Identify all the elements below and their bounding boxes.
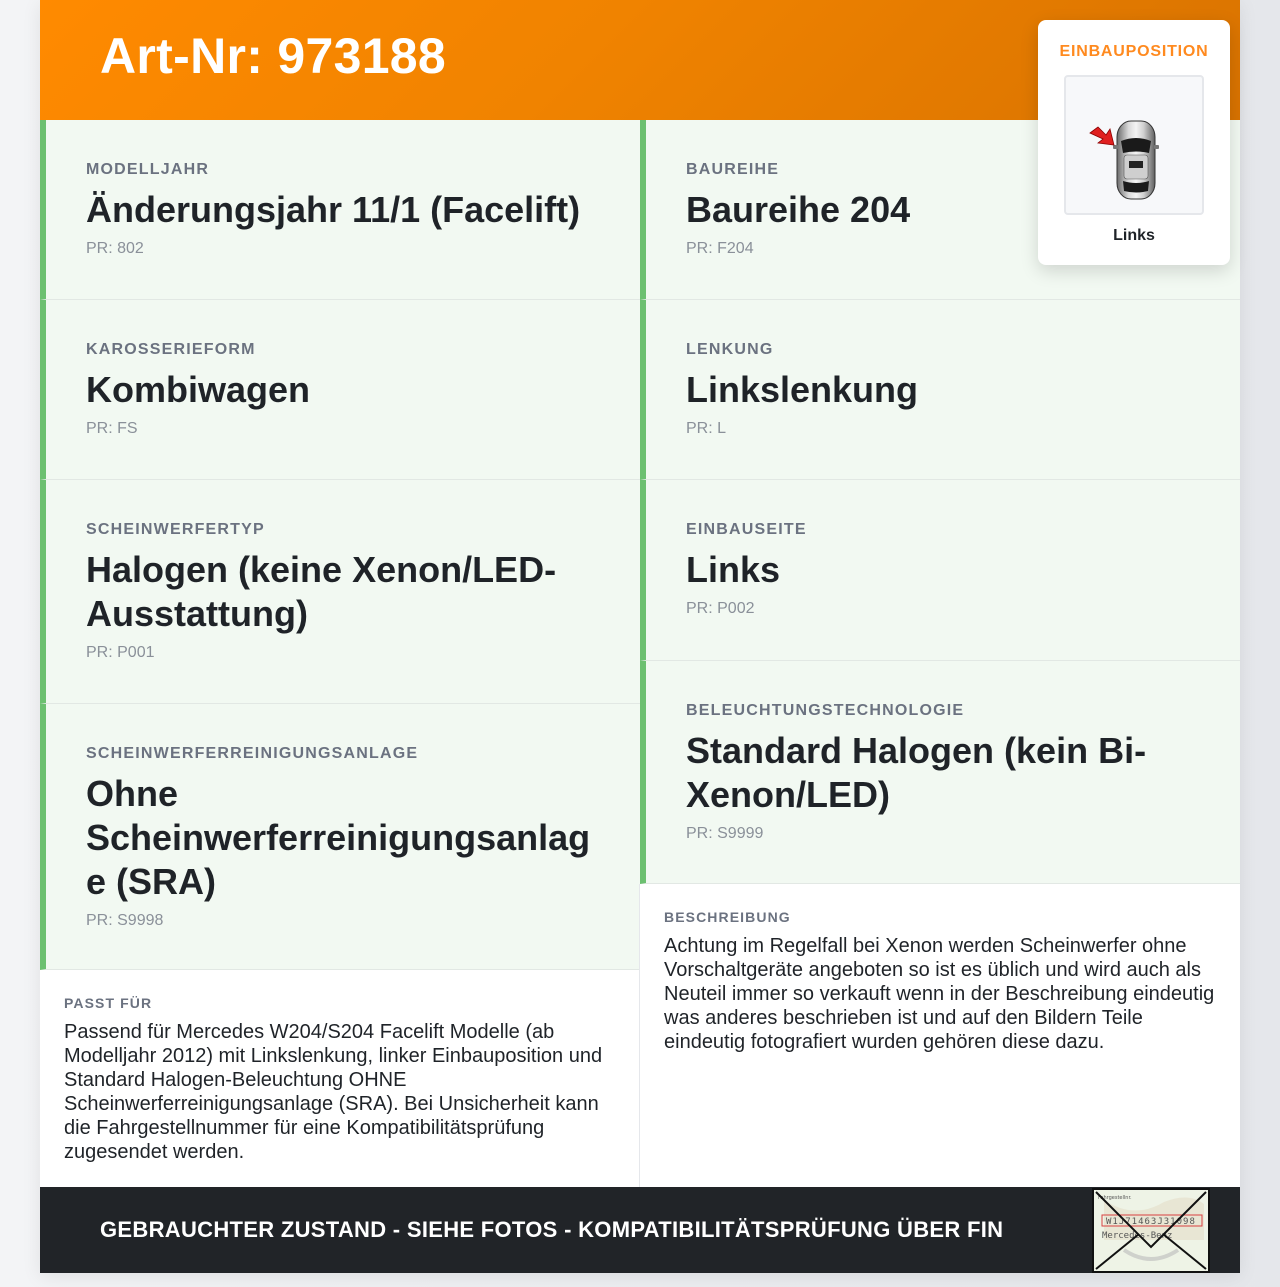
car-top-view-arrow-left-icon	[1064, 75, 1204, 215]
spec-pr-code: PR: P001	[86, 644, 155, 661]
installation-position-title: EINBAUPOSITION	[1059, 43, 1209, 60]
spec-cell-einbauseite	[640, 480, 1240, 661]
svg-text:Fahrgestellnr.: Fahrgestellnr.	[1098, 1195, 1132, 1201]
spec-value: Kombiwagen	[86, 369, 311, 410]
description-section	[640, 884, 1240, 1187]
fits-section	[40, 970, 639, 1187]
spec-column-left	[40, 120, 640, 970]
spec-value: Links	[686, 549, 781, 590]
svg-text:Mercedes-Benz: Mercedes-Benz	[1102, 1231, 1173, 1241]
spec-cell-lenkung	[640, 300, 1240, 480]
spec-label: MODELLJAHR	[86, 161, 210, 178]
footer-banner	[40, 1187, 1240, 1273]
spec-label: KAROSSERIEFORM	[86, 341, 256, 358]
spec-pr-code: PR: L	[686, 420, 727, 437]
footer-notice: GEBRAUCHTER ZUSTAND - SIEHE FOTOS - KOMPATIBILITÄTSPRÜFUNG ÜBER FIN	[100, 1217, 1004, 1242]
installation-position-card	[1038, 20, 1230, 265]
spec-label: SCHEINWERFERREINIGUNGSANLAGE	[86, 745, 419, 762]
article-number-title: Art-Nr: 973188	[100, 28, 447, 84]
fits-text: Passend für Mercedes W204/S204 Facelift Modelle (ab Modelljahr 2012) mit Linkslenkung, linker Einbauposition und Standard Halogen-Beleuchtung OHNE Scheinwerferreinigungsanlage (SRA). Bei Unsicherheit kann die Fahrgestellnummer für eine Kompatibilitätsprüfung zugesendet werden.	[64, 1021, 603, 1163]
spec-label: BELEUCHTUNGSTECHNOLOGIE	[686, 702, 965, 719]
spec-value: Änderungsjahr 11/1 (Facelift)	[86, 189, 581, 230]
spec-pr-code: PR: 802	[86, 240, 144, 257]
spec-label: BAUREIHE	[686, 161, 780, 178]
spec-label: EINBAUSEITE	[686, 521, 807, 538]
spec-cell-beleuchtungstechnologie	[640, 661, 1240, 884]
spec-label: LENKUNG	[686, 341, 774, 358]
spec-value: Baureihe 204	[686, 189, 911, 230]
spec-value: Halogen (keine Xenon/LED-Ausstattung)	[86, 549, 557, 634]
spec-cell-scheinwerfertyp	[40, 480, 640, 704]
product-sheet	[40, 0, 1240, 1273]
spec-value: Standard Halogen (kein Bi-Xenon/LED)	[686, 730, 1147, 815]
installation-position-caption: Links	[1113, 227, 1155, 244]
spec-pr-code: PR: FS	[86, 420, 138, 437]
spec-pr-code: PR: P002	[686, 600, 755, 617]
spec-cell-scheinwerferreinigungsanlage	[40, 704, 640, 970]
spec-label: SCHEINWERFERTYP	[86, 521, 265, 538]
spec-cell-modelljahr	[40, 120, 640, 300]
svg-text:W1J71463J31098: W1J71463J31098	[1106, 1217, 1196, 1227]
spec-cell-karosserieform	[40, 300, 640, 480]
fits-label: PASST FÜR	[64, 995, 153, 1011]
spec-value: Ohne Scheinwerferreinigungsanlage (SRA)	[86, 773, 591, 902]
description-text: Achtung im Regelfall bei Xenon werden Scheinwerfer ohne Vorschaltgeräte angeboten so ist es üblich und wird auch als Neuteil immer so verkauft wenn in der Beschreibung eindeutig was anderes beschrieben ist und auf den Bildern Teile eindeutig fotografiert wurden gehören diese dazu.	[664, 935, 1215, 1053]
spec-pr-code: PR: S9998	[86, 912, 164, 929]
spec-pr-code: PR: F204	[686, 240, 754, 257]
spec-pr-code: PR: S9999	[686, 825, 764, 842]
fin-envelope-icon	[1092, 1188, 1210, 1273]
description-label: BESCHREIBUNG	[664, 909, 791, 925]
spec-value: Linkslenkung	[686, 369, 919, 410]
